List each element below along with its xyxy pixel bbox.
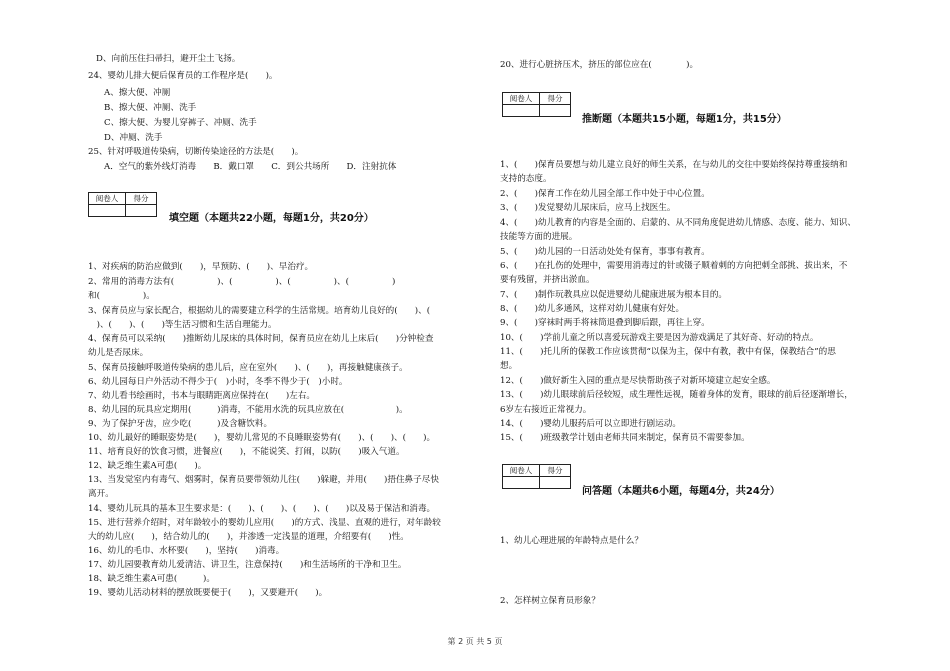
judge-item: 支持的态度。 (500, 174, 552, 184)
option-d-23: D、向前压住扫帚扫，避开尘土飞扬。 (96, 54, 241, 64)
judge-item: 14、( )婴幼儿服药后可以立即进行剧运动。 (500, 419, 681, 429)
judge-item: 6、( )在扎伤的处理中，需要用消毒过的针或镊子顺着刺的方向把刺全部挑、拔出来，不 (500, 261, 848, 271)
fill-item: )、( )、( )等生活习惯和生活自理能力。 (88, 320, 277, 330)
fill-item: 6、幼儿园每日户外活动不得少于( )小时，冬季不得少于( )小时。 (88, 377, 348, 387)
judge-item: 4、( )幼儿教育的内容是全面的、启蒙的、从不同角度促进幼儿情感、态度、能力、知识、 (500, 218, 856, 228)
judge-item: 要有残留，并挤出淤血。 (500, 275, 595, 285)
option-d-24: D、冲厕、洗手 (104, 133, 163, 143)
score-box-qa (502, 464, 571, 489)
judge-item: 2、( )保育工作在幼儿园全部工作中处于中心位置。 (500, 189, 710, 199)
grader-label: 阅卷人 (503, 465, 540, 477)
qa-question-1: 1、幼儿心理进展的年龄特点是什么？ (500, 536, 643, 546)
question-25: 25、针对呼吸道传染病，切断传染途径的方法是( )。 (88, 147, 304, 157)
fill-item: 11、培育良好的饮食习惯，进餐应( )，不能说笑、打闹，以防( )吸入气道。 (88, 447, 405, 457)
score-label: 得分 (540, 93, 571, 105)
fill-item: 18、缺乏维生素A可患( )。 (88, 574, 215, 584)
fill-item: 3、保育员应与家长配合，根据幼儿的需要建立科学的生活常规。培育幼儿良好的( )、( (88, 306, 431, 316)
fill-item: 15、进行营养介绍时，对年龄较小的婴幼儿应用( )的方式、浅显、直观的进行，对年龄较 (88, 518, 441, 528)
judge-item: 12、( )做好新生入园的重点是尽快帮助孩子对新环境建立起安全感。 (500, 376, 776, 386)
judge-item: 想。 (500, 361, 518, 371)
score-label: 得分 (540, 465, 571, 477)
judge-item: 1、( )保育员要想与幼儿建立良好的师生关系，在与幼儿的交往中要始终保持尊重接纳和 (500, 160, 848, 170)
fill-item: 10、幼儿最好的睡眠姿势是( )，婴幼儿常见的不良睡眠姿势有( )、( )、( )。 (88, 433, 436, 443)
option-b-24: B、擦大便、冲厕、洗手 (104, 103, 197, 113)
judge-item: 13、( )幼儿眼球前后径较短，成生理性远视，随着身体的发育，眼球的前后径逐渐增长， (500, 390, 853, 400)
score-box-fill (88, 192, 157, 217)
judge-item: 6岁左右接近正常视力。 (500, 405, 592, 415)
judge-item: 7、( )制作玩教具应以促进婴幼儿健康进展为根本目的。 (500, 290, 728, 300)
judge-item: 15、( )班级教学计划由老师共同来制定，保育员不需要参加。 (500, 433, 750, 443)
option-c-24: C、擦大便、为婴儿穿裤子、冲厕、洗手 (104, 118, 257, 128)
section-title-fill: 填空题（本题共22小题，每题1分，共20分） (169, 213, 374, 224)
fill-item: 7、幼儿看书绘画时，书本与眼睛距离应保持在( )左右。 (88, 391, 316, 401)
judge-item: 10、( )学前儿童之所以喜爱玩游戏主要是因为游戏满足了其好奇、好动的特点。 (500, 333, 819, 343)
section-title-judge: 推断题（本题共15小题，每题1分，共15分） (582, 114, 787, 125)
fill-item: 和( )。 (88, 291, 155, 301)
score-label: 得分 (126, 193, 157, 205)
fill-item: 大的幼儿应( )，结合幼儿的( )，并渗透一定浅显的道理，介绍要有( )性。 (88, 532, 409, 542)
grader-label: 阅卷人 (503, 93, 540, 105)
fill-item: 2、常用的消毒方法有( )、( )、( )、( ) (88, 277, 396, 287)
page-number: 第 2 页 共 5 页 (447, 637, 503, 646)
section-title-qa: 问答题（本题共6小题，每题4分，共24分） (582, 486, 780, 497)
question-20: 20、进行心脏挤压术，挤压的部位应在( )。 (500, 60, 699, 70)
judge-item: 11、( )托儿所的保教工作应该贯彻“以保为主，保中有教，教中有保，保教结合”的思 (500, 347, 836, 357)
judge-item: 技能等方面的进展。 (500, 232, 578, 242)
judge-item: 8、( )幼儿多通风，这样对幼儿健康有好处。 (500, 304, 685, 314)
score-box-judge (502, 92, 571, 117)
fill-item: 9、为了保护牙齿，应少吃( )及含糖饮料。 (88, 419, 273, 429)
judge-item: 9、( )穿袜时两手将袜筒退叠到脚后跟，再往上穿。 (500, 318, 710, 328)
fill-item: 13、当发觉室内有毒气、烟雾时，保育员要带领幼儿往( )躲避，并用( )捂住鼻子尽快 (88, 475, 439, 485)
fill-item: 5、保育员接触呼吸道传染病的患儿后，应在室外( )、( )，再接触健康孩子。 (88, 363, 408, 373)
fill-item: 8、幼儿园的玩具应定期用( )消毒，不能用水洗的玩具应放在( )。 (88, 405, 408, 415)
qa-question-2: 2、怎样树立保育员形象？ (500, 596, 600, 606)
judge-item: 5、( )幼儿园的一日活动处处有保育，事事有教育。 (500, 247, 710, 257)
fill-item: 12、缺乏维生素A可患( )。 (88, 461, 207, 471)
fill-item: 16、幼儿的毛巾、水杯要( )，坚持( )消毒。 (88, 546, 285, 556)
judge-item: 3、( )发觉婴幼儿尿床后，应马上找医生。 (500, 203, 676, 213)
question-24: 24、婴幼儿排大便后保育员的工作程序是( )。 (88, 71, 278, 81)
fill-item: 1、对疾病的防治应做到( )，早预防、( )、早治疗。 (88, 262, 314, 272)
fill-item: 离开。 (88, 489, 114, 499)
fill-item: 幼儿是否尿床。 (88, 348, 149, 358)
fill-item: 19、婴幼儿活动材料的摆放既要便于( )，又要避开( )。 (88, 588, 328, 598)
grader-label: 阅卷人 (89, 193, 126, 205)
fill-item: 17、幼儿园要教育幼儿爱清洁、讲卫生，注意保持( )和生活场所的干净和卫生。 (88, 560, 407, 570)
options-25: A．空气的紫外线灯消毒 B．戴口罩 C．到公共场所 D．注射抗体 (104, 162, 397, 172)
fill-item: 4、保育员可以采纳( )推断幼儿尿床的具体时间，保育员应在幼儿上床后( )分钟检查 (88, 334, 434, 344)
fill-item: 14、婴幼儿玩具的基本卫生要求是：( )、( )、( )、( )以及易于保洁和消毒。 (88, 504, 436, 514)
option-a-24: A、擦大便、冲厕 (104, 88, 171, 98)
